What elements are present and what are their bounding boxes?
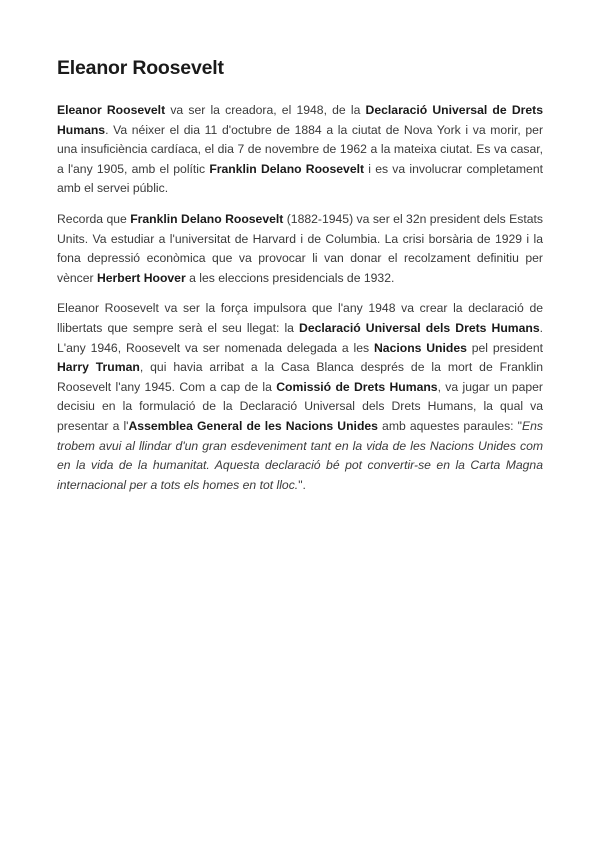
bold-term: Nacions Unides (374, 340, 467, 355)
text-run: ". (298, 477, 306, 492)
paragraph (57, 299, 543, 495)
bold-term: Declaració Universal dels Drets Humans (299, 320, 540, 335)
text-run: amb aquestes paraules: " (377, 418, 522, 433)
text-run: i es va involucrar completament amb el servei públic. (57, 161, 544, 196)
text-run: Recorda que (57, 211, 131, 226)
bold-term: Declaració Universal de Drets Humans (57, 103, 543, 137)
text-run: . L'any 1946, Roosevelt va ser nomenada delegada a les (57, 320, 544, 355)
document-page (57, 52, 543, 506)
page-title: Eleanor Roosevelt (57, 57, 224, 79)
text-run: va ser la creadora, el 1948, de la (165, 103, 366, 117)
paragraph (57, 210, 543, 288)
text-run: Eleanor Roosevelt va ser la força impulsora que l'any 1948 va crear la declaració de llibertats que sempre serà el seu llegat: la (57, 301, 543, 335)
bold-term: Comissió de Drets Humans (276, 379, 438, 394)
bold-term: Franklin Delano Roosevelt (130, 211, 284, 226)
document-body (57, 101, 543, 495)
bold-term: Eleanor Roosevelt (57, 103, 166, 117)
text-run: (1882-1945) va ser el 32n president dels Estats Units. Va estudiar a l'universitat de Harvard i de Columbia. La crisi borsària de 1929 i la fona depressió econòmica que va provocar li van donar el recolzament definitiu per vèncer (57, 211, 543, 285)
paragraph (57, 101, 543, 199)
bold-term: Harry Truman (57, 360, 140, 375)
text-run: a les eleccions presidencials de 1932. (185, 270, 395, 285)
bold-term: Herbert Hoover (96, 270, 186, 285)
text-run: , qui havia arribat a la Casa Blanca després de la mort de Franklin Roosevelt l'any 1945. Com a cap de la (57, 360, 544, 394)
text-run: . Va néixer el dia 11 d'octubre de 1884 a la ciutat de Nova York i va morir, per una insuficiència cardíaca, el dia 7 de novembre de 1962 a la mateixa ciutat. Es va casar, a l'any 1905, amb el polític (57, 122, 543, 176)
italic-quote: Ens trobem avui al llindar d'un gran esdeveniment tant en la vida de les Nacions Unides com en la vida de la humanitat. Aquesta declaració bé pot convertir-se en la Carta Magna internacional per a tots els homes en tot lloc. (57, 418, 543, 492)
bold-term: Assemblea General de les Nacions Unides (128, 418, 378, 433)
text-run: pel president (466, 340, 544, 355)
text-run: , va jugar un paper decisiu en la formulació de la Declaració Universal dels Drets Humans, la qual va presentar a l' (57, 379, 543, 433)
bold-term: Franklin Delano Roosevelt (209, 161, 365, 176)
